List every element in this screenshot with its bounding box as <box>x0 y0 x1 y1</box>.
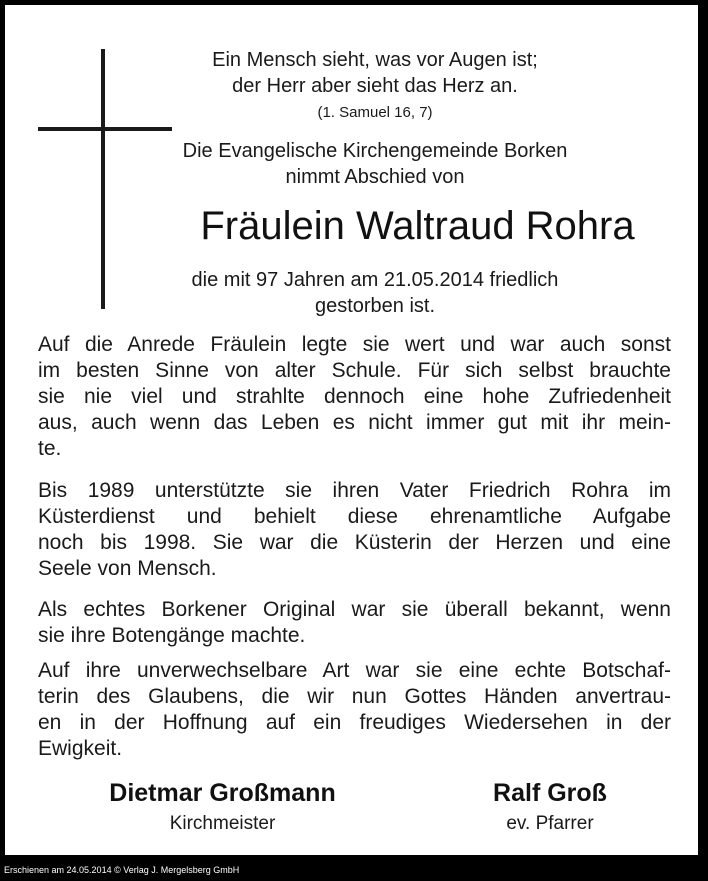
paragraph-4-line: Ewigkeit. <box>38 737 123 760</box>
bible-quote-line-2: der Herr aber sieht das Herz an. <box>232 75 518 97</box>
community-line-2: nimmt Abschied von <box>285 166 465 188</box>
paragraph-4-line: en in der Hoffnung auf ein freudiges Wiedersehen in der <box>38 711 671 734</box>
paragraph-4-line: terin des Glaubens, die wir nun Gottes Händen anvertrau- <box>38 685 671 708</box>
community-line-1: Die Evangelische Kirchengemeinde Borken <box>182 140 568 162</box>
cross-icon-bar <box>38 127 172 131</box>
obituary-notice <box>5 5 698 855</box>
bible-quote-reference: (1. Samuel 16, 7) <box>317 104 433 121</box>
paragraph-2-line: Bis 1989 unterstützte sie ihren Vater Friedrich Rohra im <box>38 479 671 502</box>
paragraph-3-line: sie ihre Botengänge machte. <box>38 624 306 647</box>
signature-name: Dietmar Großmann <box>109 779 336 807</box>
paragraph-2-line: Küsterdienst und behielt diese ehrenamtliche Aufgabe <box>38 505 671 528</box>
bible-quote-line-1: Ein Mensch sieht, was vor Augen ist; <box>212 49 538 71</box>
paragraph-2-line: noch bis 1998. Sie war die Küsterin der Herzen und eine <box>38 531 671 554</box>
paragraph-2-line: Seele von Mensch. <box>38 557 217 580</box>
paragraph-4-line: Auf ihre unverwechselbare Art war sie eine echte Botschaf- <box>38 659 671 682</box>
paragraph-3-line: Als echtes Borkener Original war sie überall bekannt, wenn <box>38 598 671 621</box>
signature-name: Ralf Groß <box>493 779 607 807</box>
paragraph-1-line: aus, auch wenn das Leben es nicht immer gut mit ihr mein- <box>38 411 671 434</box>
signature-role: Kirchmeister <box>169 813 276 834</box>
paragraph-1-line: Auf die Anrede Fräulein legte sie wert und war auch sonst <box>38 333 671 356</box>
death-info-line-2: gestorben ist. <box>314 295 436 317</box>
paragraph-1-line: sie nie viel und strahlte dennoch eine hohe Zufriedenheit <box>38 385 671 408</box>
paragraph-1-line: te. <box>38 437 62 460</box>
signature-block <box>85 778 360 836</box>
publication-footer: Erschienen am 24.05.2014 © Verlag J. Mergelsberg GmbH <box>4 865 240 875</box>
cross-icon <box>101 49 105 309</box>
deceased-name: Fräulein Waltraud Rohra <box>200 204 635 248</box>
death-info-line-1: die mit 97 Jahren am 21.05.2014 friedlich <box>191 269 559 291</box>
signature-block <box>460 778 640 836</box>
paragraph-1-line: im besten Sinne von alter Schule. Für sich selbst brauchte <box>38 359 671 382</box>
signature-role: ev. Pfarrer <box>506 813 594 834</box>
